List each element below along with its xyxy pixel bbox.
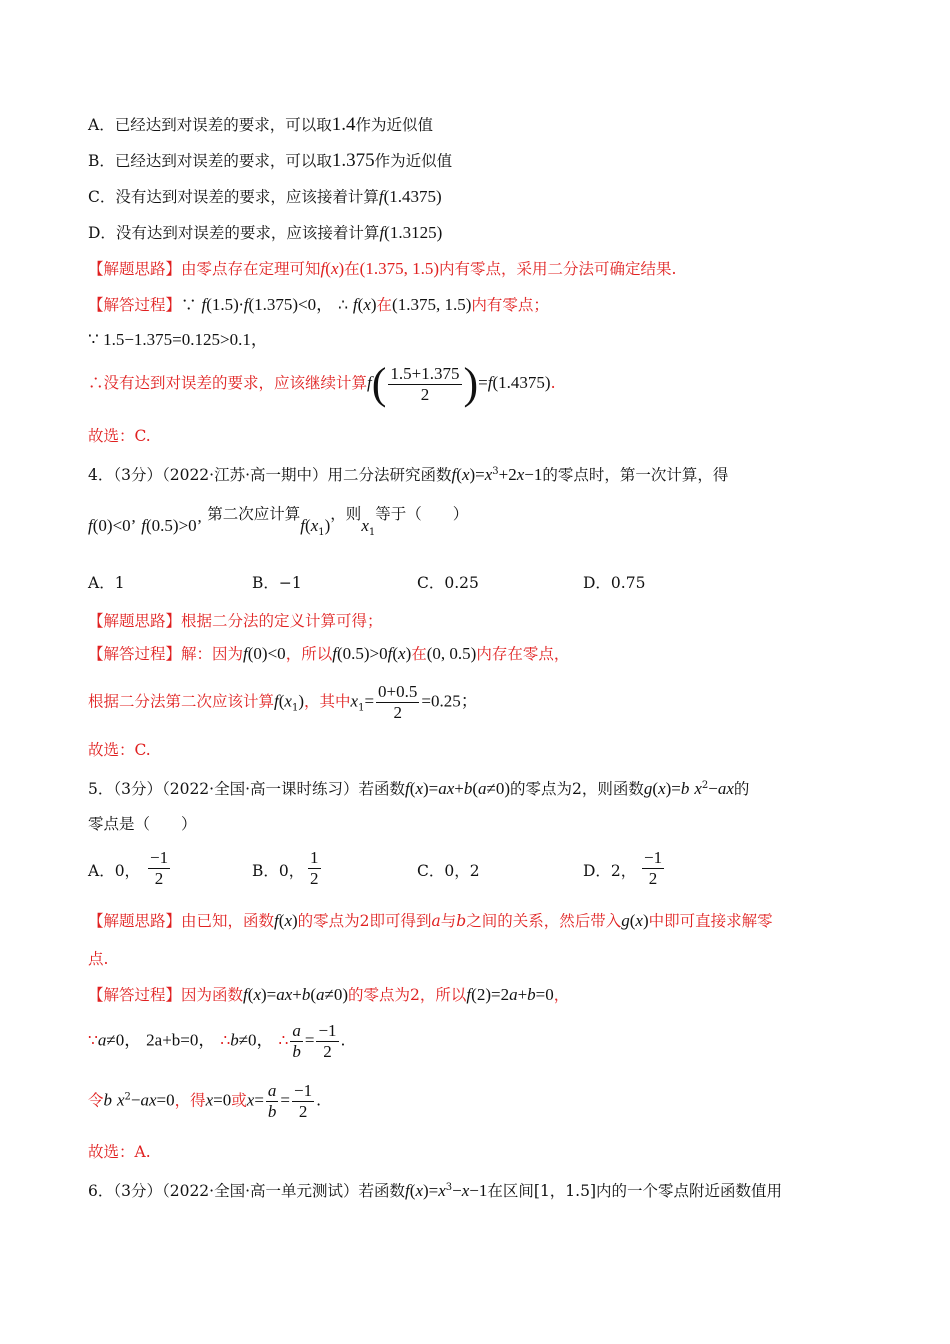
q4-stem-line2: f(0)<0’ f(0.5)>0’ 第二次应计算$f(x_1)$，则$x_1$等于（ ） [88, 505, 469, 539]
q4-process: 【解答过程】解：因为f(0)<0，所以f(0.5)>0f(x)在(0, 0.5)内存在零点， [88, 644, 570, 663]
q4-options: A．1 B．−1 C．0.25 D．0.75 [88, 574, 646, 592]
q5-step-2: ∵a≠0， 2a+b=0， ∴b≠0， ∴ $\frac{a}{b}$ = $\frac{-1}{2}$ . [88, 1021, 346, 1061]
q5-idea: 【解题思路】由已知，函数f(x)的零点为2即可得到a与b之间的关系，然后带入g(x)中即可直接求解零 [88, 911, 773, 930]
q3-step-2: ∵ 1.5−1.375=0.125>0.1， [88, 330, 268, 349]
q5-process: 【解答过程】因为函数f(x)=ax+b(a≠0)的零点为2，所以f(2)=2a+b=0， [88, 985, 570, 1004]
q6-stem: 6．（3分）（2022·全国·高一单元测试）若函数$f(x)=x^3-x-1$在区间[1，1.5]内的一个零点附近函数值用 [88, 1181, 782, 1201]
q3-step-3: ∴没有达到对误差的要求，应该继续计算f( $\frac{1.5+1.375}{2}$ )=f(1.4375). [88, 359, 556, 408]
q3-option-d: D．没有达到对误差的要求，应该接着计算f(1.3125) [88, 223, 443, 242]
q3-option-b: B．已经达到对误差的要求，可以取1.375作为近似值 [88, 150, 453, 171]
q4-idea: 【解题思路】根据二分法的定义计算可得； [88, 612, 383, 630]
q5-stem-line2: 零点是（ ） [88, 815, 197, 833]
q3-option-a: A．已经达到对误差的要求，可以取1.4作为近似值 [88, 114, 433, 135]
q3-option-c: C．没有达到对误差的要求，应该接着计算f(1.4375) [88, 187, 442, 206]
q4-answer: 故选：C. [88, 741, 151, 759]
q5-answer: 故选：A. [88, 1143, 151, 1161]
q5-stem: 5．（3分）（2022·全国·高一课时练习）若函数f(x)=ax+b(a≠0)的零点为2，则函数g(x)=b $x^2-ax$的 [88, 779, 750, 799]
q5-idea-line2: 点. [88, 950, 109, 968]
q4-step-2: 根据二分法第二次应该计算$f(x_1)$，其中$x_1=$ $\frac{0+0.5}{2}$ =0.25； [88, 682, 478, 722]
q3-answer: 故选：C. [88, 427, 151, 445]
q4-stem: 4．（3分）（2022·江苏·高一期中）用二分法研究函数$f(x)=x^3+2x-1$的零点时，第一次计算，得 [88, 465, 729, 485]
q5-step-3: 令b $x^2-ax=0$，得x=0或x= $\frac{a}{b}$ = $\frac{-1}{2}$ . [88, 1081, 322, 1121]
q3-process: 【解答过程】∵ f(1.5)·f(1.375)<0， ∴ f(x)在(1.375, 1.5)内有零点； [88, 295, 549, 314]
q5-options: A．0， $\frac{-1}{2}$ B．0， $\frac{1}{2}$ C．0，2 D．2， $\frac{-1}{2}$ [88, 848, 663, 888]
q3-idea: 【解题思路】由零点存在定理可知f(x)在(1.375, 1.5)内有零点，采用二分法可确定结果. [88, 259, 677, 278]
